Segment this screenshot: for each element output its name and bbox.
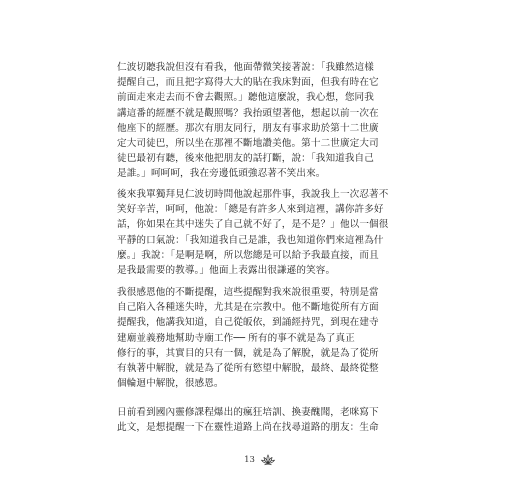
text-line: 定大司徒巴，所以坐在那裡不斷地讚美他。第十二世廣定大司 bbox=[117, 138, 379, 150]
text-line: 麼。」我說：「是啊是啊，所以您總是可以給予我最直接，而且 bbox=[117, 249, 379, 261]
text-line: 提醒我，他講我知道，自己從皈依，到誦經持咒，到現在建寺 bbox=[117, 317, 379, 329]
text-line: 徒巴最初有聽，後來他把朋友的話打斷，說：「我知道我自己 bbox=[117, 153, 374, 165]
text-line: 他座下的經歷。那次有朋友同行，朋友有事求助於第十二世廣 bbox=[117, 122, 379, 134]
text-line: 前面走來走去而不會去觀照。」聽他這麼說，我心想，您同我 bbox=[117, 92, 374, 104]
text-line: 有執著中解脫，就是為了從所有慾望中解脫，最終、最終從整 bbox=[117, 363, 379, 375]
lotus-icon bbox=[260, 454, 276, 466]
text-line: 講這番的經歷不就是觀照嗎？我抬頭望著他，想起以前一次在 bbox=[117, 107, 379, 119]
text-line: 仁波切聽我說但沒有看我，他面帶微笑接著說：「我雖然這樣 bbox=[117, 62, 374, 73]
text-line: 修行的事，其實目的只有一個，就是為了解脫，就是為了從所 bbox=[117, 347, 379, 359]
page-number: 13 bbox=[244, 455, 255, 465]
text-line: 是誰。」呵呵呵，我在旁邊低頭強忍著不笑出來。 bbox=[117, 168, 326, 180]
text-line: 建廟並義務地幫助寺廟工作── 所有的事不就是為了真正 bbox=[117, 332, 355, 344]
text-line: 我很感恩他的不斷提醒，這些提醒對我來說很重要，特別是當 bbox=[117, 287, 379, 298]
text-line: 提醒自己，而且把字寫得大大的貼在我床對面，但我有時在它 bbox=[117, 77, 379, 89]
text-line: 笑好辛苦，呵呵，他說：「總是有許多人來到這裡，講你許多好 bbox=[117, 204, 384, 216]
text-line: 後來我單獨拜見仁波切時問他說起那件事，我說我上一次忍著不 bbox=[117, 189, 389, 200]
text-line: 此文，是想提醒一下在靈性道路上尚在找尋道路的朋友：生命 bbox=[117, 422, 379, 434]
page-footer bbox=[0, 451, 520, 469]
text-line: 個輪迴中解脫，很感恩。 bbox=[117, 378, 224, 390]
paragraph-3 bbox=[117, 285, 411, 391]
text-line: 話，你如果在其中迷失了自己就不好了，是不是？」他以一個很 bbox=[117, 219, 389, 231]
text-line: 平靜的口氣說：「我知道我自己是誰，我也知道你們來這裡為什 bbox=[117, 234, 384, 246]
paragraph-2 bbox=[117, 187, 411, 278]
text-line: 自己陷入各種迷失時，尤其是在宗教中。他不斷地從所有方面 bbox=[117, 302, 379, 314]
text-line: 是我最需要的教導。」他面上表露出很謙遜的笑容。 bbox=[117, 265, 336, 277]
text-line: 日前看到國內靈修課程爆出的瘋狂培訓、換妻醜聞，老咪寫下 bbox=[117, 407, 379, 418]
paragraph-1 bbox=[117, 60, 411, 182]
paragraph-4 bbox=[117, 405, 411, 435]
